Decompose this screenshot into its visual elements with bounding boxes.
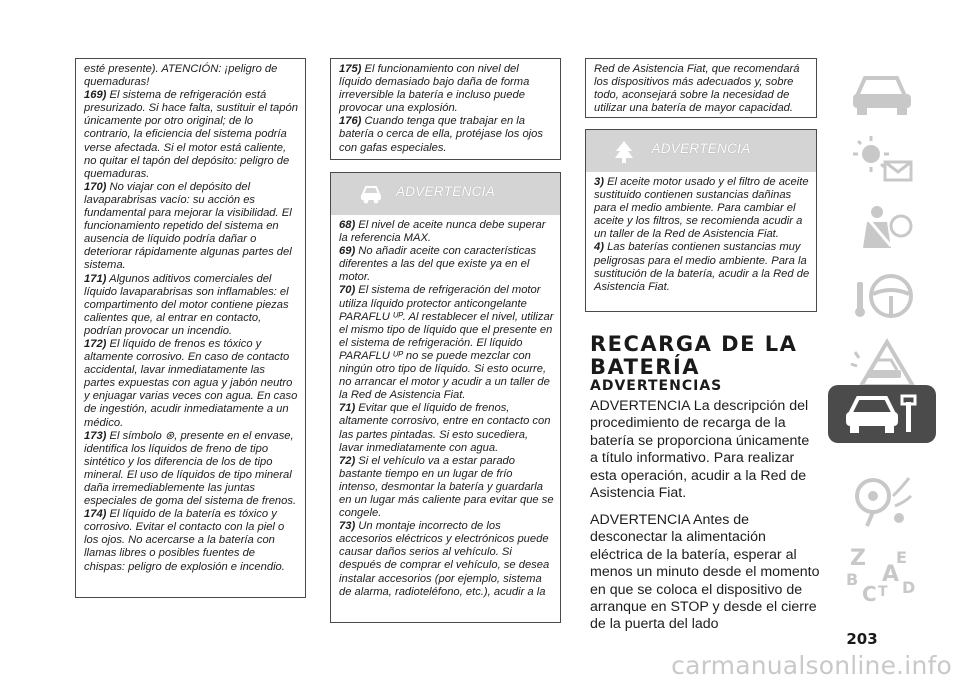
note-text: esté presente). ATENCIÓN: ¡peligro de quemaduras! xyxy=(84,63,278,89)
note-text: Un montaje incorrecto de los accesorios eléctricos y electrónicos puede causar daños serios al vehículo. Si después de comprar el vehículo, se desea instalar accesorios (por ejemplo, sistema de alarma, radioteléfono, etc.), acudir a la xyxy=(339,520,550,598)
section-paragraph-2: ADVERTENCIA Antes de desconectar la alimentación eléctrica de la batería, esperar al menos un minuto desde el momento en que se coloca el dispositivo de arranque en STOP y desde el cierre de la puerta del lado xyxy=(590,512,820,633)
note-text: Evitar que el líquido de frenos, altamente corrosivo, entre en contacto con las partes pintadas. Si esto sucediera, lavar inmediatamente con agua. xyxy=(339,402,551,454)
warning-box-engine xyxy=(330,172,561,623)
tab-car[interactable] xyxy=(828,58,936,126)
lights-mail-icon xyxy=(847,134,917,186)
note-number: 4) xyxy=(594,241,604,254)
note-number: 174) xyxy=(84,508,107,521)
section-subtitle: ADVERTENCIAS xyxy=(590,378,723,394)
multimedia-icon xyxy=(847,472,917,532)
note-text: Las baterías contienen sustancias muy peligrosas para el medio ambiente. Para la sustitución de la batería, acudir a la Red de Asistencia Fiat. xyxy=(594,241,810,293)
note-text: El sistema de refrigeración del motor utiliza líquido protector anticongelante PARAFLU ᵁᴾ. Al restablecer el nivel, utilizar el mismo tipo de líquido que el presente en el sistema de refrigeración. El líquido PARAFLU ᵁᴾ no se puede mezclar con ningún otro tipo de líquido. Si esto ocurre, no arrancar el motor y acudir a un taller de la Red de Asistencia Fiat. xyxy=(339,284,554,402)
warning-body xyxy=(331,215,560,603)
tab-safety[interactable] xyxy=(828,194,936,262)
note-number: 170) xyxy=(84,180,107,193)
note-item xyxy=(84,181,299,273)
watermark: carmanualsonline.info xyxy=(671,651,952,680)
column-2-body xyxy=(331,59,560,159)
note-item xyxy=(84,63,299,89)
airbag-seatbelt-icon xyxy=(847,202,917,254)
note-item xyxy=(594,176,810,241)
note-text: El aceite motor usado y el filtro de aceite sustituido contienen sustancias dañinas para el medio ambiente. Para cambiar el aceite y los filtros, se recomienda acudir a un taller de la Red de Asistencia Fiat. xyxy=(594,176,809,241)
note-item xyxy=(339,284,554,402)
note-item xyxy=(339,520,554,599)
column-3-text: Red de Asistencia Fiat, que recomendará los dispositivos más adecuados y, sobre todo, aconsejará sobre la necesidad de utilizar una batería de mayor capacidad. xyxy=(594,63,800,115)
note-text: No añadir aceite con características diferentes a las del que existe ya en el motor. xyxy=(339,245,537,284)
car-maintenance-icon xyxy=(842,390,922,438)
column-1-notes xyxy=(75,58,306,598)
note-text: Si el vehículo va a estar parado bastante tiempo en un lugar de frío intenso, desmontar la batería y guardarla en un lugar más caliente para evitar que se congele. xyxy=(339,454,554,520)
note-text: Cuando tenga que trabajar en la batería o cerca de ella, protéjase los ojos con gafas especiales. xyxy=(339,115,543,154)
tab-maintenance[interactable] xyxy=(828,385,936,443)
section-paragraph-1: ADVERTENCIA La descripción del procedimiento de recarga de la batería se proporciona únicamente a título informativo. Para realizar esta operación, acudir a la Red de Asistencia Fiat. xyxy=(590,398,810,502)
note-text: El sistema de refrigeración está presurizado. Si hace falta, sustituir el tapón únicamente por otro original; de lo contrario, la eficiencia del sistema podría verse afectada. Si el motor está caliente, no quitar el tapón del depósito: peligro de quemaduras. xyxy=(84,89,298,180)
warning-header xyxy=(331,173,560,215)
note-number: 71) xyxy=(339,402,356,415)
column-3-notes xyxy=(585,58,817,118)
note-number: 69) xyxy=(339,245,356,258)
note-number: 172) xyxy=(84,337,107,350)
tab-lights[interactable] xyxy=(828,126,936,194)
note-item xyxy=(339,115,554,154)
note-item xyxy=(84,338,299,430)
emergency-icon xyxy=(847,338,917,390)
note-number: 70) xyxy=(339,284,356,297)
index-letters-icon: Z E B A C T D xyxy=(846,546,916,606)
note-number: 175) xyxy=(339,63,362,75)
warning-body xyxy=(586,172,816,298)
note-item xyxy=(84,430,299,509)
tab-driving[interactable] xyxy=(828,262,936,330)
warning-title: ADVERTENCIA xyxy=(395,184,496,199)
note-item xyxy=(339,402,554,454)
warning-header xyxy=(586,130,816,172)
column-3-body xyxy=(586,59,816,118)
warning-box-environment xyxy=(585,129,817,312)
car-icon xyxy=(847,66,917,118)
note-item xyxy=(339,63,554,115)
note-number: 173) xyxy=(84,429,107,442)
note-item xyxy=(594,241,810,293)
note-item xyxy=(339,455,554,520)
column-1-body xyxy=(76,59,305,578)
note-item xyxy=(339,219,554,245)
note-number: 73) xyxy=(339,520,356,533)
note-text: No viajar con el depósito del lavaparabrisas vacío: su acción es fundamental para mejorar la visibilidad. El funcionamiento repetido del sistema en ausencia de líquido podría dañar o deteriorar rápidamente algunas partes del sistema. xyxy=(84,180,292,272)
note-number: 72) xyxy=(339,454,356,467)
note-number: 68) xyxy=(339,219,356,231)
tab-index[interactable] xyxy=(828,540,936,608)
note-number: 171) xyxy=(84,272,107,285)
page-number: 203 xyxy=(846,630,878,648)
note-item xyxy=(84,273,299,338)
note-number: 169) xyxy=(84,89,107,102)
note-item xyxy=(339,245,554,284)
note-text: El líquido de la batería es tóxico y corrosivo. Evitar el contacto con la piel o los ojos. No acercarse a la batería con llamas libres o posibles fuentes de chispas: peligro de explosión e incendio. xyxy=(84,508,285,573)
warning-title: ADVERTENCIA xyxy=(651,141,751,156)
note-text: El símbolo ⊛, presente en el envase, identifica los líquidos de freno de tipo sintético y los diferencia de los de tipo mineral. El uso de líquidos de tipo mineral daña irremediablemente las juntas especiales de goma del sistema de frenos. xyxy=(84,429,297,508)
tab-multimedia[interactable] xyxy=(828,468,936,536)
note-text: Algunos aditivos comerciales del líquido lavaparabrisas son inflamables: el compartimento del motor contiene piezas calientes que, al entrar en contacto, podrían provocar un incendio. xyxy=(84,272,289,337)
steering-wheel-icon xyxy=(847,270,917,322)
section-title: RECARGA DE LA BATERÍA xyxy=(590,332,798,379)
note-number: 3) xyxy=(594,176,604,188)
note-item xyxy=(84,508,299,573)
note-number: 176) xyxy=(339,115,362,128)
note-text: El nivel de aceite nunca debe superar la referencia MAX. xyxy=(339,219,546,245)
column-2-notes xyxy=(330,58,561,160)
note-text: El funcionamiento con nivel del líquido demasiado bajo daña de forma irreversible la batería e incluso puede provocar una explosión. xyxy=(339,63,530,115)
note-text: El líquido de frenos es tóxico y altamente corrosivo. En caso de contacto accidental, lavar inmediatamente las partes expuestas con agua y jabón neutro y enjuagar varias veces con agua. En caso de ingestión, acudir inmediatamente a un médico. xyxy=(84,337,298,429)
note-item xyxy=(84,89,299,181)
